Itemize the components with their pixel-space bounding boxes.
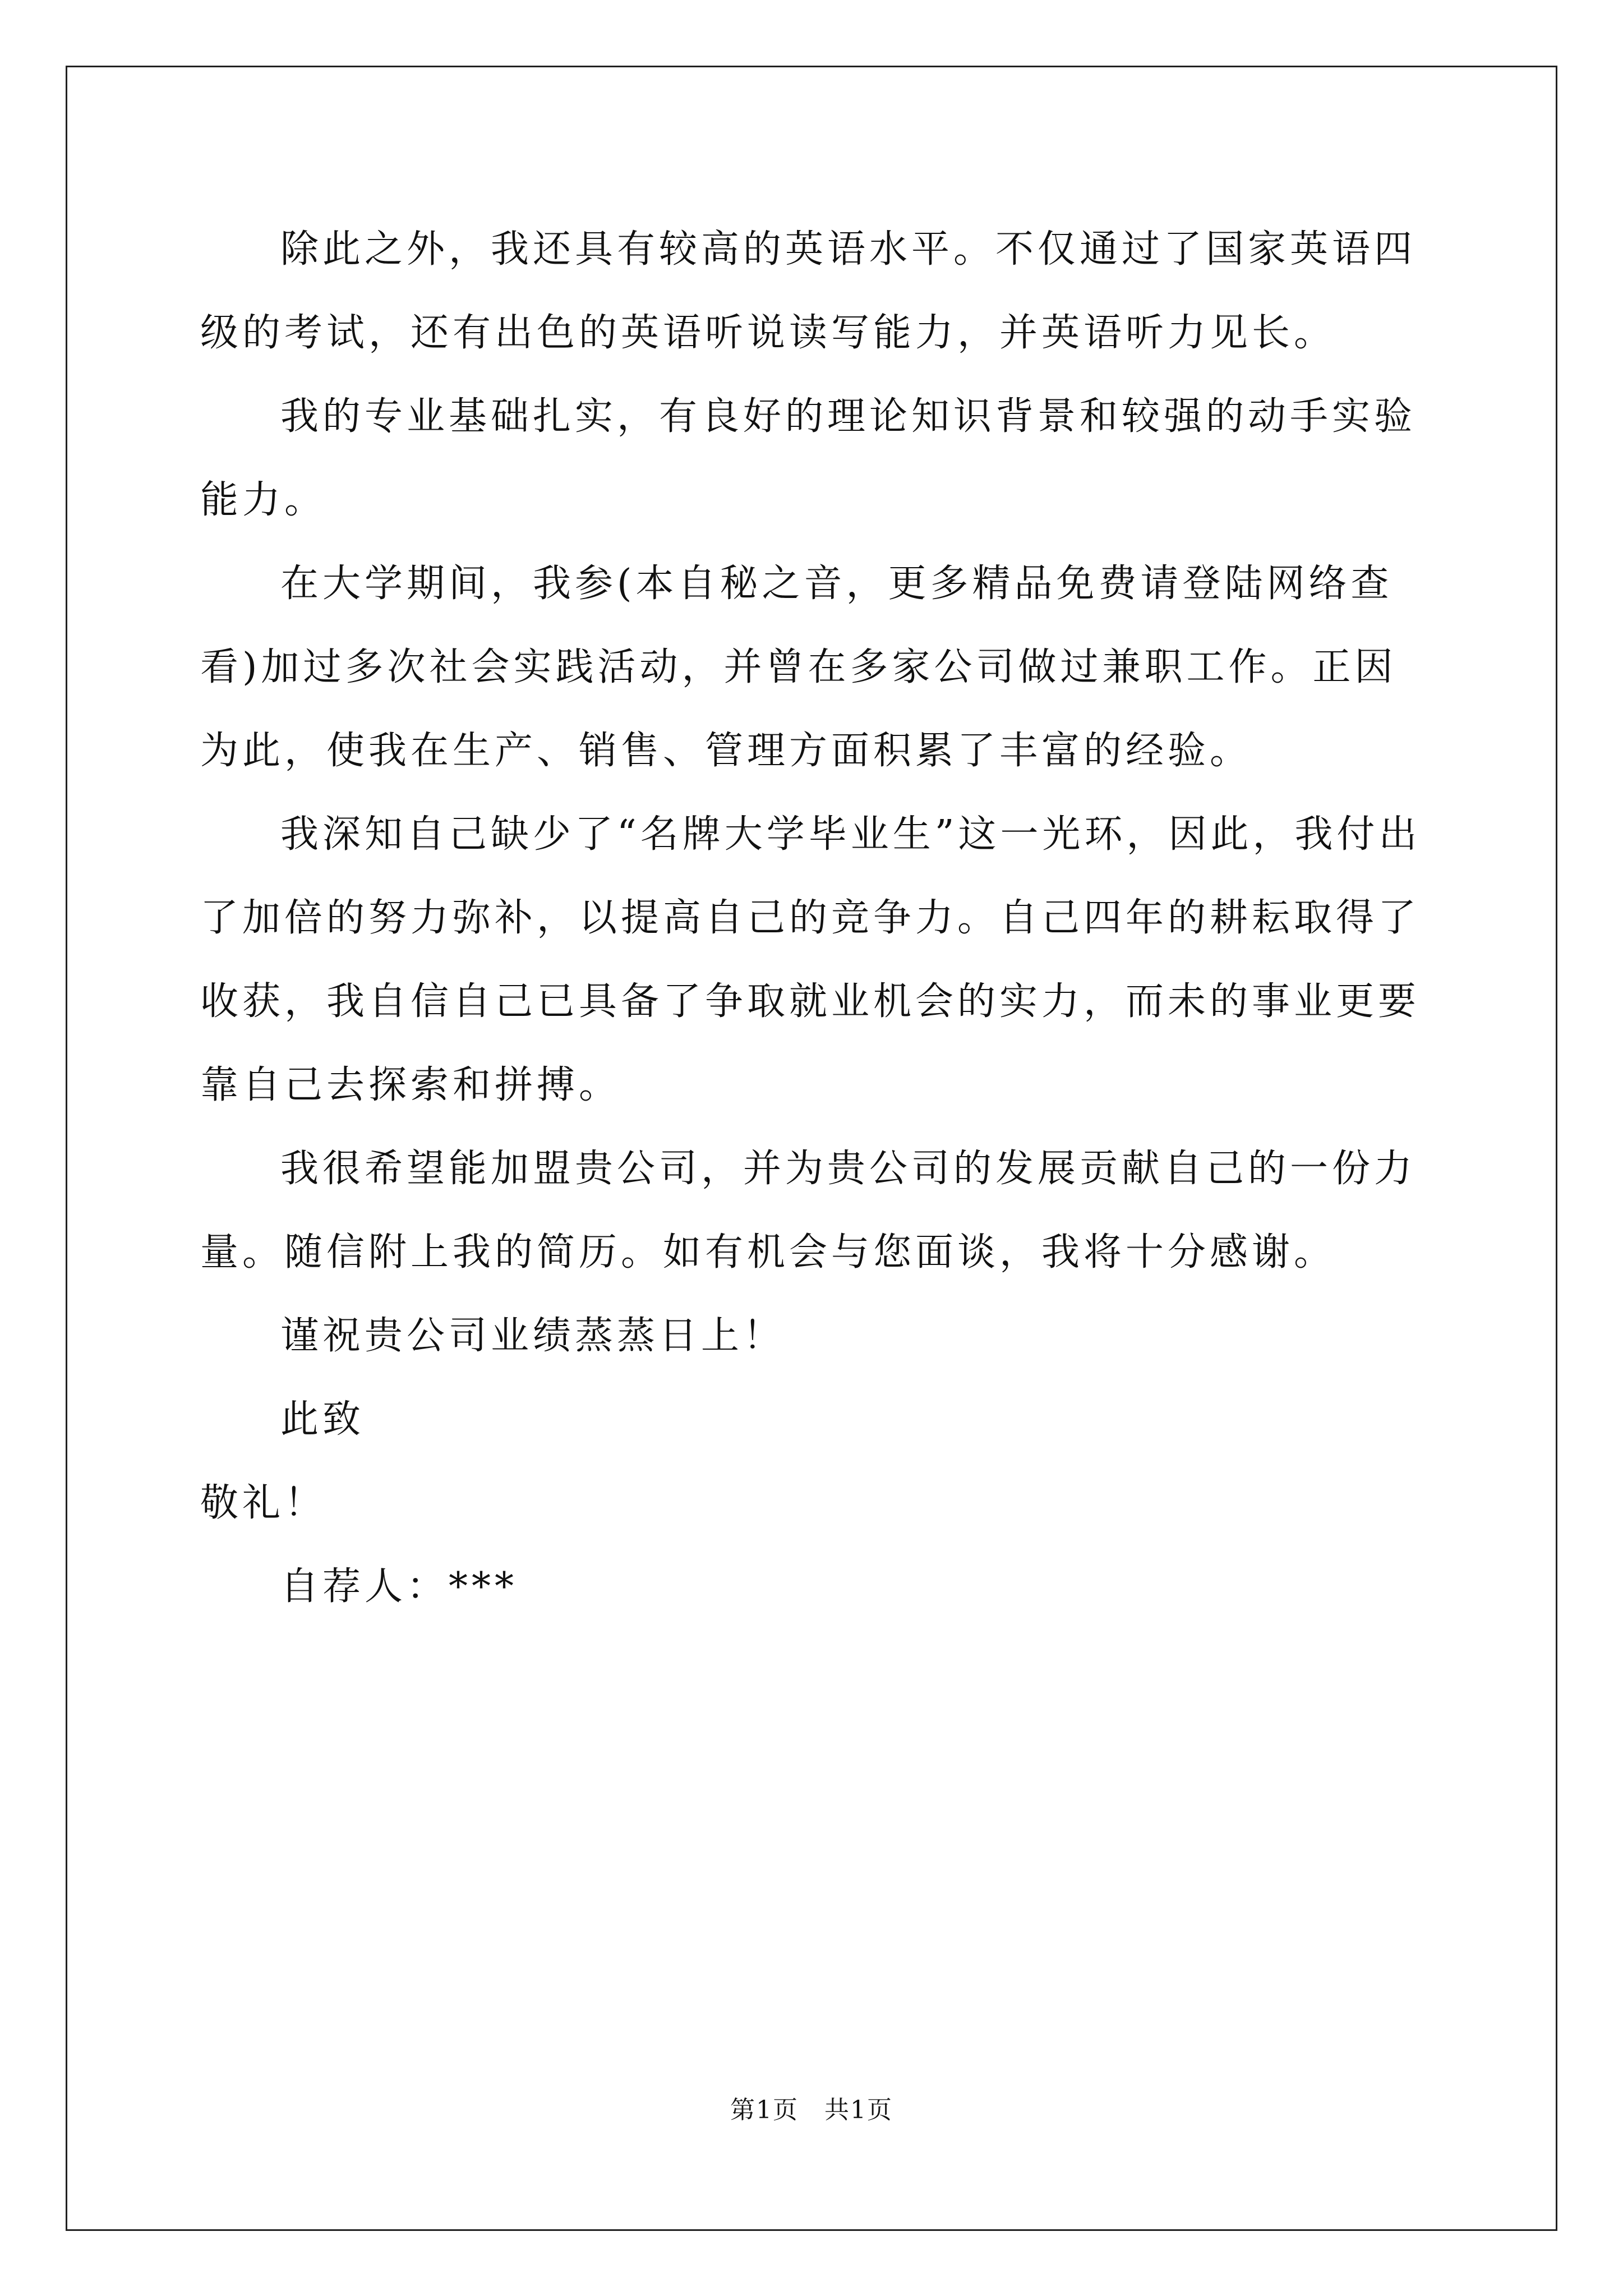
closing-regards: 敬礼！ xyxy=(200,1481,327,1525)
letter-body xyxy=(200,208,1434,1628)
paragraph-effort: 我深知自己缺少了“名牌大学毕业生”这一光环，因此，我付出了加倍的努力弥补，以提高自己的竞争力。自己四年的耕耘取得了收获，我自信自己已具备了争取就业机会的实力，而未的事业更要靠自己去探索和拼搏。 xyxy=(200,812,1421,1107)
closing-salutation: 此致 xyxy=(280,1397,365,1442)
paragraph-join-company: 我很希望能加盟贵公司，并为贵公司的发展贡献自己的一份力量。随信附上我的简历。如有机会与您面谈，我将十分感谢。 xyxy=(200,1147,1417,1274)
paragraph-professional-foundation: 我的专业基础扎实，有良好的理论知识背景和较强的动手实验能力。 xyxy=(200,394,1417,522)
signature-line: 自荐人：*** xyxy=(280,1565,518,1609)
page-number: 第1页 共1页 xyxy=(730,2096,893,2124)
paragraph-social-practice: 在大学期间，我参(本自秘之音，更多精品免费请登陆网络查看)加过多次社会实践活动，并曾在多家公司做过兼职工作。正因为此，使我在生产、销售、管理方面积累了丰富的经验。 xyxy=(200,562,1397,773)
paragraph-english-skills: 除此之外，我还具有较高的英语水平。不仅通过了国家英语四级的考试，还有出色的英语听说读写能力，并英语听力见长。 xyxy=(200,227,1417,355)
paragraph-wishes: 谨祝贵公司业绩蒸蒸日上！ xyxy=(280,1314,786,1358)
